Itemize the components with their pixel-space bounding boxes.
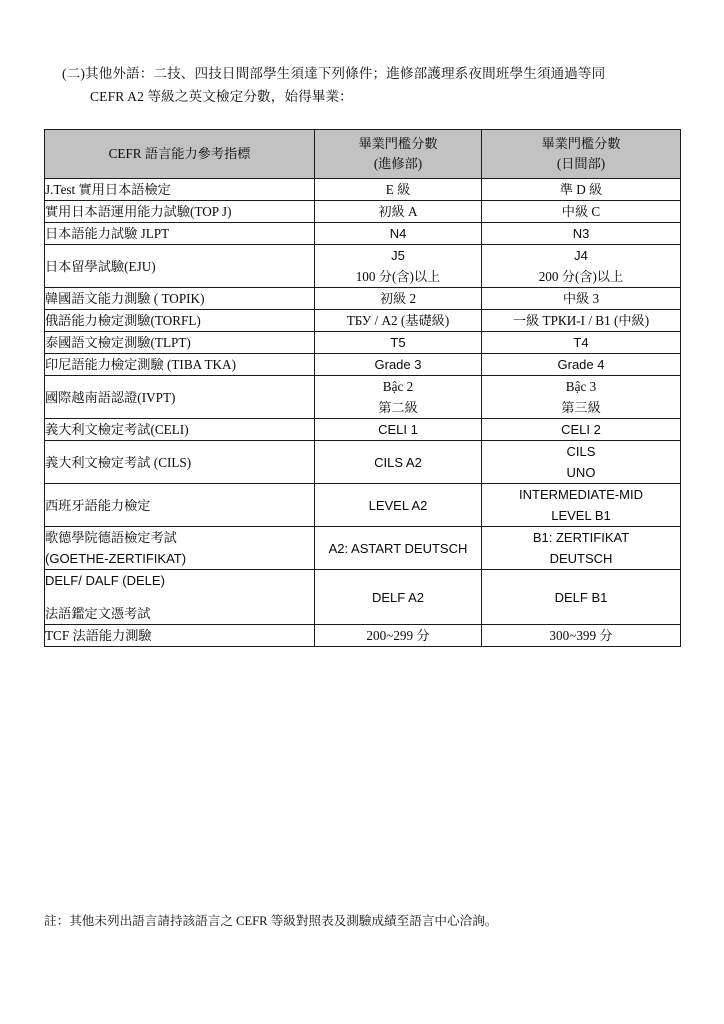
- cell-indicator-name: [45, 625, 315, 647]
- cell-daytime-score: [482, 376, 681, 419]
- cell-indicator-name: [45, 441, 315, 484]
- cell-daytime-score: [482, 245, 681, 288]
- indicator-line-1: 泰國語文檢定測驗(TLPT): [45, 335, 191, 350]
- daytime-line-1: INTERMEDIATE-MID: [519, 487, 643, 502]
- indicator-line-1: TCF 法語能力測驗: [45, 628, 152, 643]
- daytime-line-1: J4: [574, 248, 588, 263]
- indicator-line-1: J.Test 實用日本語檢定: [45, 182, 171, 197]
- daytime-line-1: N3: [572, 226, 590, 241]
- cell-indicator-name: [45, 376, 315, 419]
- cell-indicator-name: [45, 201, 315, 223]
- continuing-line-1: CILS A2: [374, 454, 422, 470]
- cell-indicator-name: [45, 419, 315, 441]
- daytime-line-1: DELF B1: [554, 589, 608, 605]
- cell-daytime-score: [482, 179, 681, 201]
- cell-indicator-name: [45, 288, 315, 310]
- daytime-line-1: 一級 ТРКИ-I / B1 (中級): [512, 313, 650, 328]
- table-row: [45, 484, 681, 527]
- header-continuing-line-1: 畢業門檻分數: [358, 136, 438, 151]
- intro-line-2: CEFR A2 等級之英文檢定分數，始得畢業：: [90, 89, 353, 104]
- indicator-line-1: 歌德學院德語檢定考試: [45, 530, 177, 545]
- cell-continuing-score: [315, 354, 482, 376]
- table-row: [45, 245, 681, 288]
- continuing-line-1: Grade 3: [374, 357, 422, 372]
- continuing-line-1: 200~299 分: [366, 628, 430, 643]
- table-row: [45, 288, 681, 310]
- cell-continuing-score: [315, 376, 482, 419]
- continuing-line-1: N4: [389, 226, 407, 241]
- table-row: [45, 201, 681, 223]
- header-indicator-label: CEFR 語言能力參考指標: [108, 146, 251, 161]
- daytime-line-2: 第三級: [561, 400, 601, 415]
- cell-continuing-score: [315, 570, 482, 625]
- continuing-line-1: 初級 2: [379, 291, 417, 306]
- cell-indicator-name: [45, 179, 315, 201]
- table-row: [45, 310, 681, 332]
- indicator-sub-line-1: 法語鑑定文憑考試: [45, 606, 151, 621]
- continuing-line-1: CELI 1: [378, 422, 418, 437]
- cell-indicator-name: [45, 223, 315, 245]
- header-cell-continuing: [315, 130, 482, 179]
- cell-daytime-score: [482, 354, 681, 376]
- cell-continuing-score: [315, 288, 482, 310]
- indicator-line-1: 日本語能力試驗 JLPT: [45, 226, 170, 241]
- intro-paragraph: [62, 62, 682, 108]
- indicator-line-1: 韓國語文能力測驗 ( TOPIK): [45, 291, 205, 306]
- daytime-line-1: Grade 4: [557, 357, 605, 372]
- cell-indicator-name: [45, 570, 315, 625]
- daytime-line-2: UNO: [566, 465, 596, 480]
- indicator-spacer: [45, 591, 314, 603]
- cell-indicator-name: [45, 484, 315, 527]
- cefr-table-wrapper: [44, 129, 680, 647]
- cell-daytime-score: [482, 310, 681, 332]
- indicator-line-1: 日本留學試驗(EJU): [45, 258, 156, 274]
- daytime-line-2: 200 分(含)以上: [538, 269, 624, 284]
- daytime-line-2: LEVEL B1: [551, 508, 611, 523]
- cell-indicator-name: [45, 354, 315, 376]
- cell-daytime-score: [482, 419, 681, 441]
- table-row: [45, 376, 681, 419]
- table-row: [45, 527, 681, 570]
- cell-daytime-score: [482, 201, 681, 223]
- table-row: [45, 441, 681, 484]
- indicator-line-1: 俄語能力檢定測驗(TORFL): [45, 313, 201, 328]
- daytime-line-2: DEUTSCH: [549, 551, 613, 566]
- header-daytime-line-1: 畢業門檻分數: [541, 136, 621, 151]
- daytime-line-1: 300~399 分: [549, 628, 613, 643]
- daytime-line-1: T4: [573, 335, 589, 350]
- cell-indicator-name: [45, 332, 315, 354]
- cell-daytime-score: [482, 527, 681, 570]
- daytime-line-1: 準 D 級: [559, 182, 603, 197]
- header-daytime-line-2: (日間部): [556, 156, 606, 171]
- daytime-line-1: B1: ZERTIFIKAT: [532, 530, 630, 545]
- cell-continuing-score: [315, 441, 482, 484]
- cell-daytime-score: [482, 223, 681, 245]
- header-cell-daytime: [482, 130, 681, 179]
- table-row: [45, 179, 681, 201]
- cell-continuing-score: [315, 527, 482, 570]
- continuing-line-1: A2: ASTART DEUTSCH: [328, 540, 468, 556]
- continuing-line-1: J5: [391, 248, 405, 263]
- daytime-line-1: 中級 3: [562, 291, 600, 306]
- cell-indicator-name: [45, 310, 315, 332]
- continuing-line-1: E 級: [385, 182, 411, 197]
- continuing-line-1: Bậc 2: [382, 379, 414, 394]
- cell-continuing-score: [315, 419, 482, 441]
- table-row: [45, 625, 681, 647]
- table-row: [45, 419, 681, 441]
- cell-indicator-name: [45, 527, 315, 570]
- cell-daytime-score: [482, 625, 681, 647]
- continuing-line-1: DELF A2: [371, 589, 425, 605]
- header-cell-indicator: [45, 130, 315, 179]
- continuing-line-1: ТБУ / A2 (基礎級): [346, 313, 450, 328]
- daytime-line-1: Bậc 3: [565, 379, 597, 394]
- continuing-line-1: T5: [390, 335, 406, 350]
- indicator-line-1: 義大利文檢定考試(CELI): [45, 422, 189, 437]
- table-row: [45, 570, 681, 625]
- daytime-line-1: CILS: [566, 444, 596, 459]
- daytime-line-1: CELI 2: [561, 422, 601, 437]
- cell-continuing-score: [315, 245, 482, 288]
- table-row: [45, 354, 681, 376]
- cell-continuing-score: [315, 223, 482, 245]
- indicator-line-1: 實用日本語運用能力試驗(TOP J): [45, 204, 232, 219]
- indicator-line-1: 國際越南語認證(IVPT): [45, 389, 176, 405]
- indicator-line-1: 義大利文檢定考試 (CILS): [45, 454, 192, 470]
- continuing-line-2: 100 分(含)以上: [355, 269, 441, 284]
- indicator-line-1: 西班牙語能力檢定: [45, 497, 151, 513]
- table-body: [45, 179, 681, 647]
- footer-note: 註：其他未列出語言請持該語言之 CEFR 等級對照表及測驗成績至語言中心洽詢。: [44, 914, 498, 928]
- cell-continuing-score: [315, 332, 482, 354]
- cell-daytime-score: [482, 288, 681, 310]
- cell-continuing-score: [315, 310, 482, 332]
- cell-daytime-score: [482, 332, 681, 354]
- header-row: [45, 130, 681, 179]
- intro-line-1: (二)其他外語：二技、四技日間部學生須達下列條件；進修部護理系夜間班學生須通過等同: [62, 66, 606, 81]
- table-row: [45, 223, 681, 245]
- indicator-line-1: DELF/ DALF (DELE): [45, 573, 165, 588]
- indicator-line-1: 印尼語能力檢定測驗 (TIBA TKA): [45, 357, 236, 372]
- continuing-line-2: 第二級: [378, 400, 418, 415]
- cell-daytime-score: [482, 441, 681, 484]
- cell-continuing-score: [315, 484, 482, 527]
- indicator-line-2: (GOETHE-ZERTIFIKAT): [45, 551, 187, 566]
- cell-indicator-name: [45, 245, 315, 288]
- cell-daytime-score: [482, 484, 681, 527]
- continuing-line-1: LEVEL A2: [368, 497, 428, 513]
- header-continuing-wrap: [315, 132, 481, 176]
- header-daytime-wrap: [482, 132, 680, 176]
- cell-continuing-score: [315, 201, 482, 223]
- table-header: [45, 130, 681, 179]
- continuing-line-1: 初級 A: [378, 204, 418, 219]
- header-continuing-line-2: (進修部): [373, 156, 423, 171]
- cell-daytime-score: [482, 570, 681, 625]
- cell-continuing-score: [315, 179, 482, 201]
- cefr-requirements-table: [44, 129, 681, 647]
- table-row: [45, 332, 681, 354]
- cell-continuing-score: [315, 625, 482, 647]
- daytime-line-1: 中級 C: [561, 204, 601, 219]
